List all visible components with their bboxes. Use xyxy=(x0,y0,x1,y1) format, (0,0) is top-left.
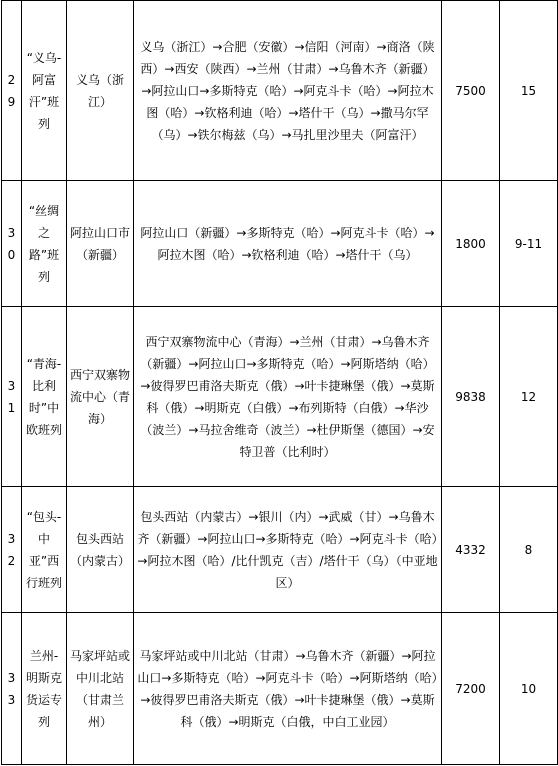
train-name: 兰州-明斯克货运专列 xyxy=(22,613,67,765)
row-number: 31 xyxy=(2,307,22,487)
route-description: 西宁双寨物流中心（青海）→兰州（甘肃）→乌鲁木齐（新疆）→阿拉山口→多斯特克（哈）→阿斯塔纳（哈）→彼得罗巴甫洛夫斯克（俄）→叶卡捷琳堡（俄）→莫斯科（俄）→明斯克（白俄）→布列斯特（白俄）→华沙（波兰）→马拉舍维奇（波兰）→杜伊斯堡（德国）→安特卫普（比利时） xyxy=(134,307,442,487)
train-name: “包头-中亚”西行班列 xyxy=(22,487,67,613)
transit-days: 9-11 xyxy=(500,181,558,307)
transit-days: 15 xyxy=(500,1,558,181)
origin-station: 西宁双寨物流中心（青海） xyxy=(67,307,134,487)
train-name: “义乌-阿富汗”班列 xyxy=(22,1,67,181)
table-row xyxy=(2,487,558,613)
train-name: “青海-比利时”中欧班列 xyxy=(22,307,67,487)
origin-station: 包头西站（内蒙古） xyxy=(67,487,134,613)
train-name: “丝绸之路”班列 xyxy=(22,181,67,307)
distance-value: 7500 xyxy=(442,1,500,181)
row-number: 32 xyxy=(2,487,22,613)
origin-station: 阿拉山口市（新疆） xyxy=(67,181,134,307)
route-description: 包头西站（内蒙古）→银川（内）→武威（甘）→乌鲁木齐（新疆）→阿拉山口→多斯特克（哈）→阿克斗卡（哈）→阿拉木图（哈）/比什凯克（吉）/塔什干（乌）（中亚地区） xyxy=(134,487,442,613)
route-description: 马家坪站或中川北站（甘肃）→乌鲁木齐（新疆）→阿拉山口→多斯特克（哈）→阿克斗卡（哈）→阿斯塔纳（哈）→彼得罗巴甫洛夫斯克（俄）→叶卡捷琳堡（俄）→莫斯科（俄）→明斯克（白俄，中白工业园） xyxy=(134,613,442,765)
origin-station: 马家坪站或中川北站（甘肃兰州） xyxy=(67,613,134,765)
row-number: 30 xyxy=(2,181,22,307)
rail-routes-table xyxy=(1,0,558,765)
distance-value: 4332 xyxy=(442,487,500,613)
origin-station: 义乌（浙江） xyxy=(67,1,134,181)
transit-days: 10 xyxy=(500,613,558,765)
row-number: 29 xyxy=(2,1,22,181)
transit-days: 8 xyxy=(500,487,558,613)
table-row xyxy=(2,181,558,307)
table-row xyxy=(2,1,558,181)
table-row xyxy=(2,307,558,487)
route-description: 义乌（浙江）→合肥（安徽）→信阳（河南）→商洛（陕西）→西安（陕西）→兰州（甘肃）→乌鲁木齐（新疆）→阿拉山口→多斯特克（哈）→阿克斗卡（哈）→阿拉木图（哈）→钦格利迪（哈）→塔什干（乌）→撒马尔罕（乌）→铁尔梅兹（乌）→马扎里沙里夫（阿富汗） xyxy=(134,1,442,181)
distance-value: 9838 xyxy=(442,307,500,487)
distance-value: 7200 xyxy=(442,613,500,765)
route-description: 阿拉山口（新疆）→多斯特克（哈）→阿克斗卡（哈）→阿拉木图（哈）→钦格利迪（哈）→塔什干（乌） xyxy=(134,181,442,307)
row-number: 33 xyxy=(2,613,22,765)
distance-value: 1800 xyxy=(442,181,500,307)
table-row xyxy=(2,613,558,765)
transit-days: 12 xyxy=(500,307,558,487)
